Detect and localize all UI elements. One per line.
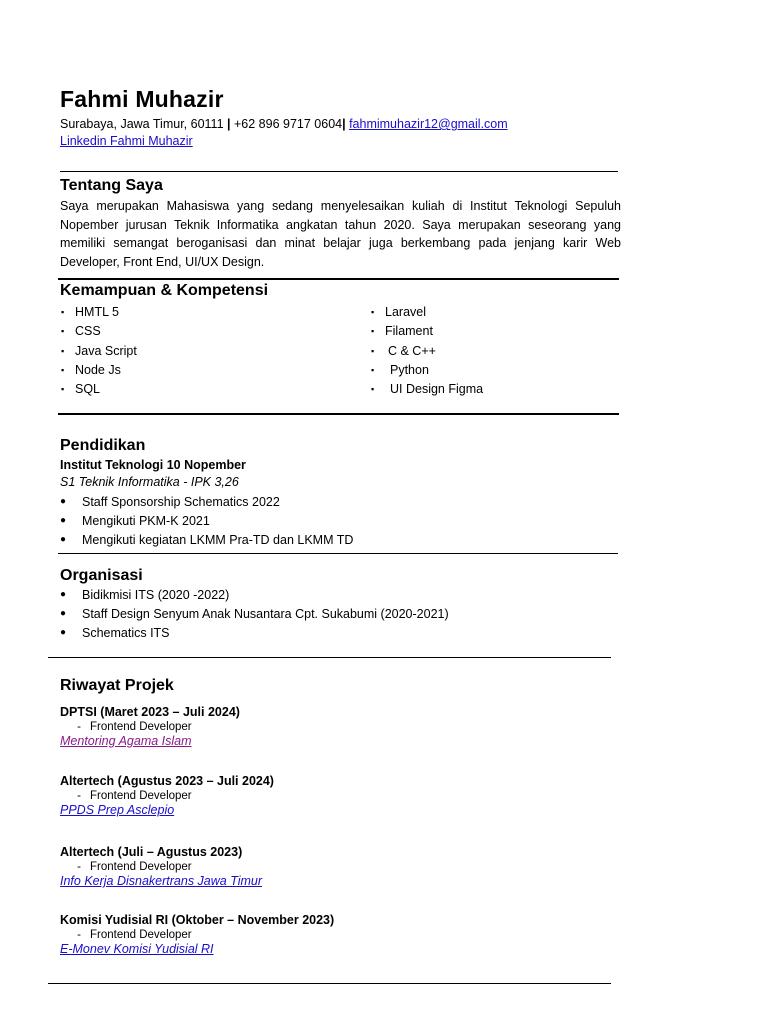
list-item: ● Staff Design Senyum Anak Nusantara Cpt. Sukabumi (2020-2021) [60,605,449,624]
square-bullet-icon: ▪ [61,364,65,375]
education-degree: S1 Teknik Informatika - IPK 3,26 [60,475,239,489]
skill-item: ▪ UI Design Figma [371,380,483,399]
dash-bullet: - [77,721,81,733]
dash-bullet: - [77,861,81,873]
email-link[interactable]: fahmimuhazir12@gmail.com [349,117,508,131]
phone: +62 896 9717 0604 [234,117,343,131]
square-bullet-icon: ▪ [371,364,375,375]
skill-item: ▪ Node Js [61,361,137,380]
dot-bullet-icon: ● [60,496,67,507]
dash-bullet: - [77,790,81,802]
project-entry [60,913,334,956]
square-bullet-icon: ▪ [61,307,65,317]
divider [48,983,611,984]
project-role: - Frontend Developer [60,790,274,802]
skill-item: ▪ CSS [61,322,137,341]
list-item: ● Schematics ITS [60,624,449,643]
project-entry [60,705,240,748]
list-item: ● Bidikmisi ITS (2020 -2022) [60,586,449,605]
square-bullet-icon: ▪ [371,384,375,395]
project-title: Komisi Yudisial RI (Oktober – November 2023) [60,913,335,927]
square-bullet-icon: ▪ [371,345,375,356]
dot-bullet-icon: ● [60,607,67,619]
project-role: - Frontend Developer [60,721,240,733]
skill-item: ▪ SQL [61,380,137,399]
section-title-organization: Organisasi [60,567,143,584]
project-role: - Frontend Developer [60,861,262,873]
dash-bullet: - [77,929,81,941]
list-item: ● Staff Sponsorship Schematics 2022 [60,493,353,512]
dot-bullet-icon: ● [60,514,67,526]
project-link[interactable]: Mentoring Agama Islam [60,734,192,748]
skills-list-left [61,303,137,399]
project-link[interactable]: E-Monev Komisi Yudisial RI [60,942,214,956]
section-title-education: Pendidikan [60,437,146,454]
skill-item: ▪ Laravel [371,303,483,322]
project-link[interactable]: Info Kerja Disnakertrans Jawa Timur [60,874,263,888]
dot-bullet-icon: ● [60,533,67,545]
divider [60,171,618,172]
separator: | [342,117,346,131]
divider [48,657,611,658]
about-text: Saya merupakan Mahasiswa yang sedang menyelesaikan kuliah di Institut Teknologi Sepuluh Nopember jurusan Teknik Informatika angkatan tahun 2020. Saya merupakan seseorang yang memiliki semangat beroganisasi dan minat belajar juga berkembang pada jenjang karir Web Developer, Front End, UI/UX Design. [60,199,621,269]
separator: | [227,117,231,131]
project-role: - Frontend Developer [60,929,334,941]
list-item: ● Mengikuti PKM-K 2021 [60,512,353,531]
dot-bullet-icon: ● [60,626,67,638]
skill-item: ▪ C & C++ [371,342,483,361]
section-title-projects: Riwayat Projek [60,677,174,694]
skill-item: ▪ HMTL 5 [61,303,137,322]
project-entry [60,845,262,888]
education-institution: Institut Teknologi 10 Nopember [60,458,246,472]
candidate-name: Fahmi Muhazir [60,86,224,112]
square-bullet-icon: ▪ [61,345,65,356]
project-title: DPTSI (Maret 2023 – Juli 2024) [60,705,240,719]
project-link[interactable]: PPDS Prep Asclepio [60,803,175,817]
section-title-skills: Kemampuan & Kompetensi [60,282,269,299]
list-item: ● Mengikuti kegiatan LKMM Pra-TD dan LKMM TD [60,531,353,550]
section-title-about: Tentang Saya [60,177,163,194]
project-entry [60,774,274,817]
square-bullet-icon: ▪ [371,326,375,337]
skill-item: ▪ Filament [371,322,483,341]
square-bullet-icon: ▪ [61,384,65,395]
dot-bullet-icon: ● [60,589,67,600]
skill-item: ▪ Java Script [61,342,137,361]
skill-item: ▪ Python [371,361,483,380]
organization-list [60,586,449,642]
skills-list-right [371,303,483,399]
project-title: Altertech (Juli – Agustus 2023) [60,845,243,859]
divider [58,413,619,415]
address: Surabaya, Jawa Timur, 60111 [60,117,224,131]
square-bullet-icon: ▪ [371,307,375,317]
contact-line [60,116,508,133]
divider [58,553,618,554]
contact-info [60,116,508,150]
square-bullet-icon: ▪ [61,326,65,337]
project-title: Altertech (Agustus 2023 – Juli 2024) [60,774,274,788]
linkedin-link[interactable]: Linkedin Fahmi Muhazir [60,134,193,148]
divider [58,278,619,280]
education-list [60,493,353,549]
